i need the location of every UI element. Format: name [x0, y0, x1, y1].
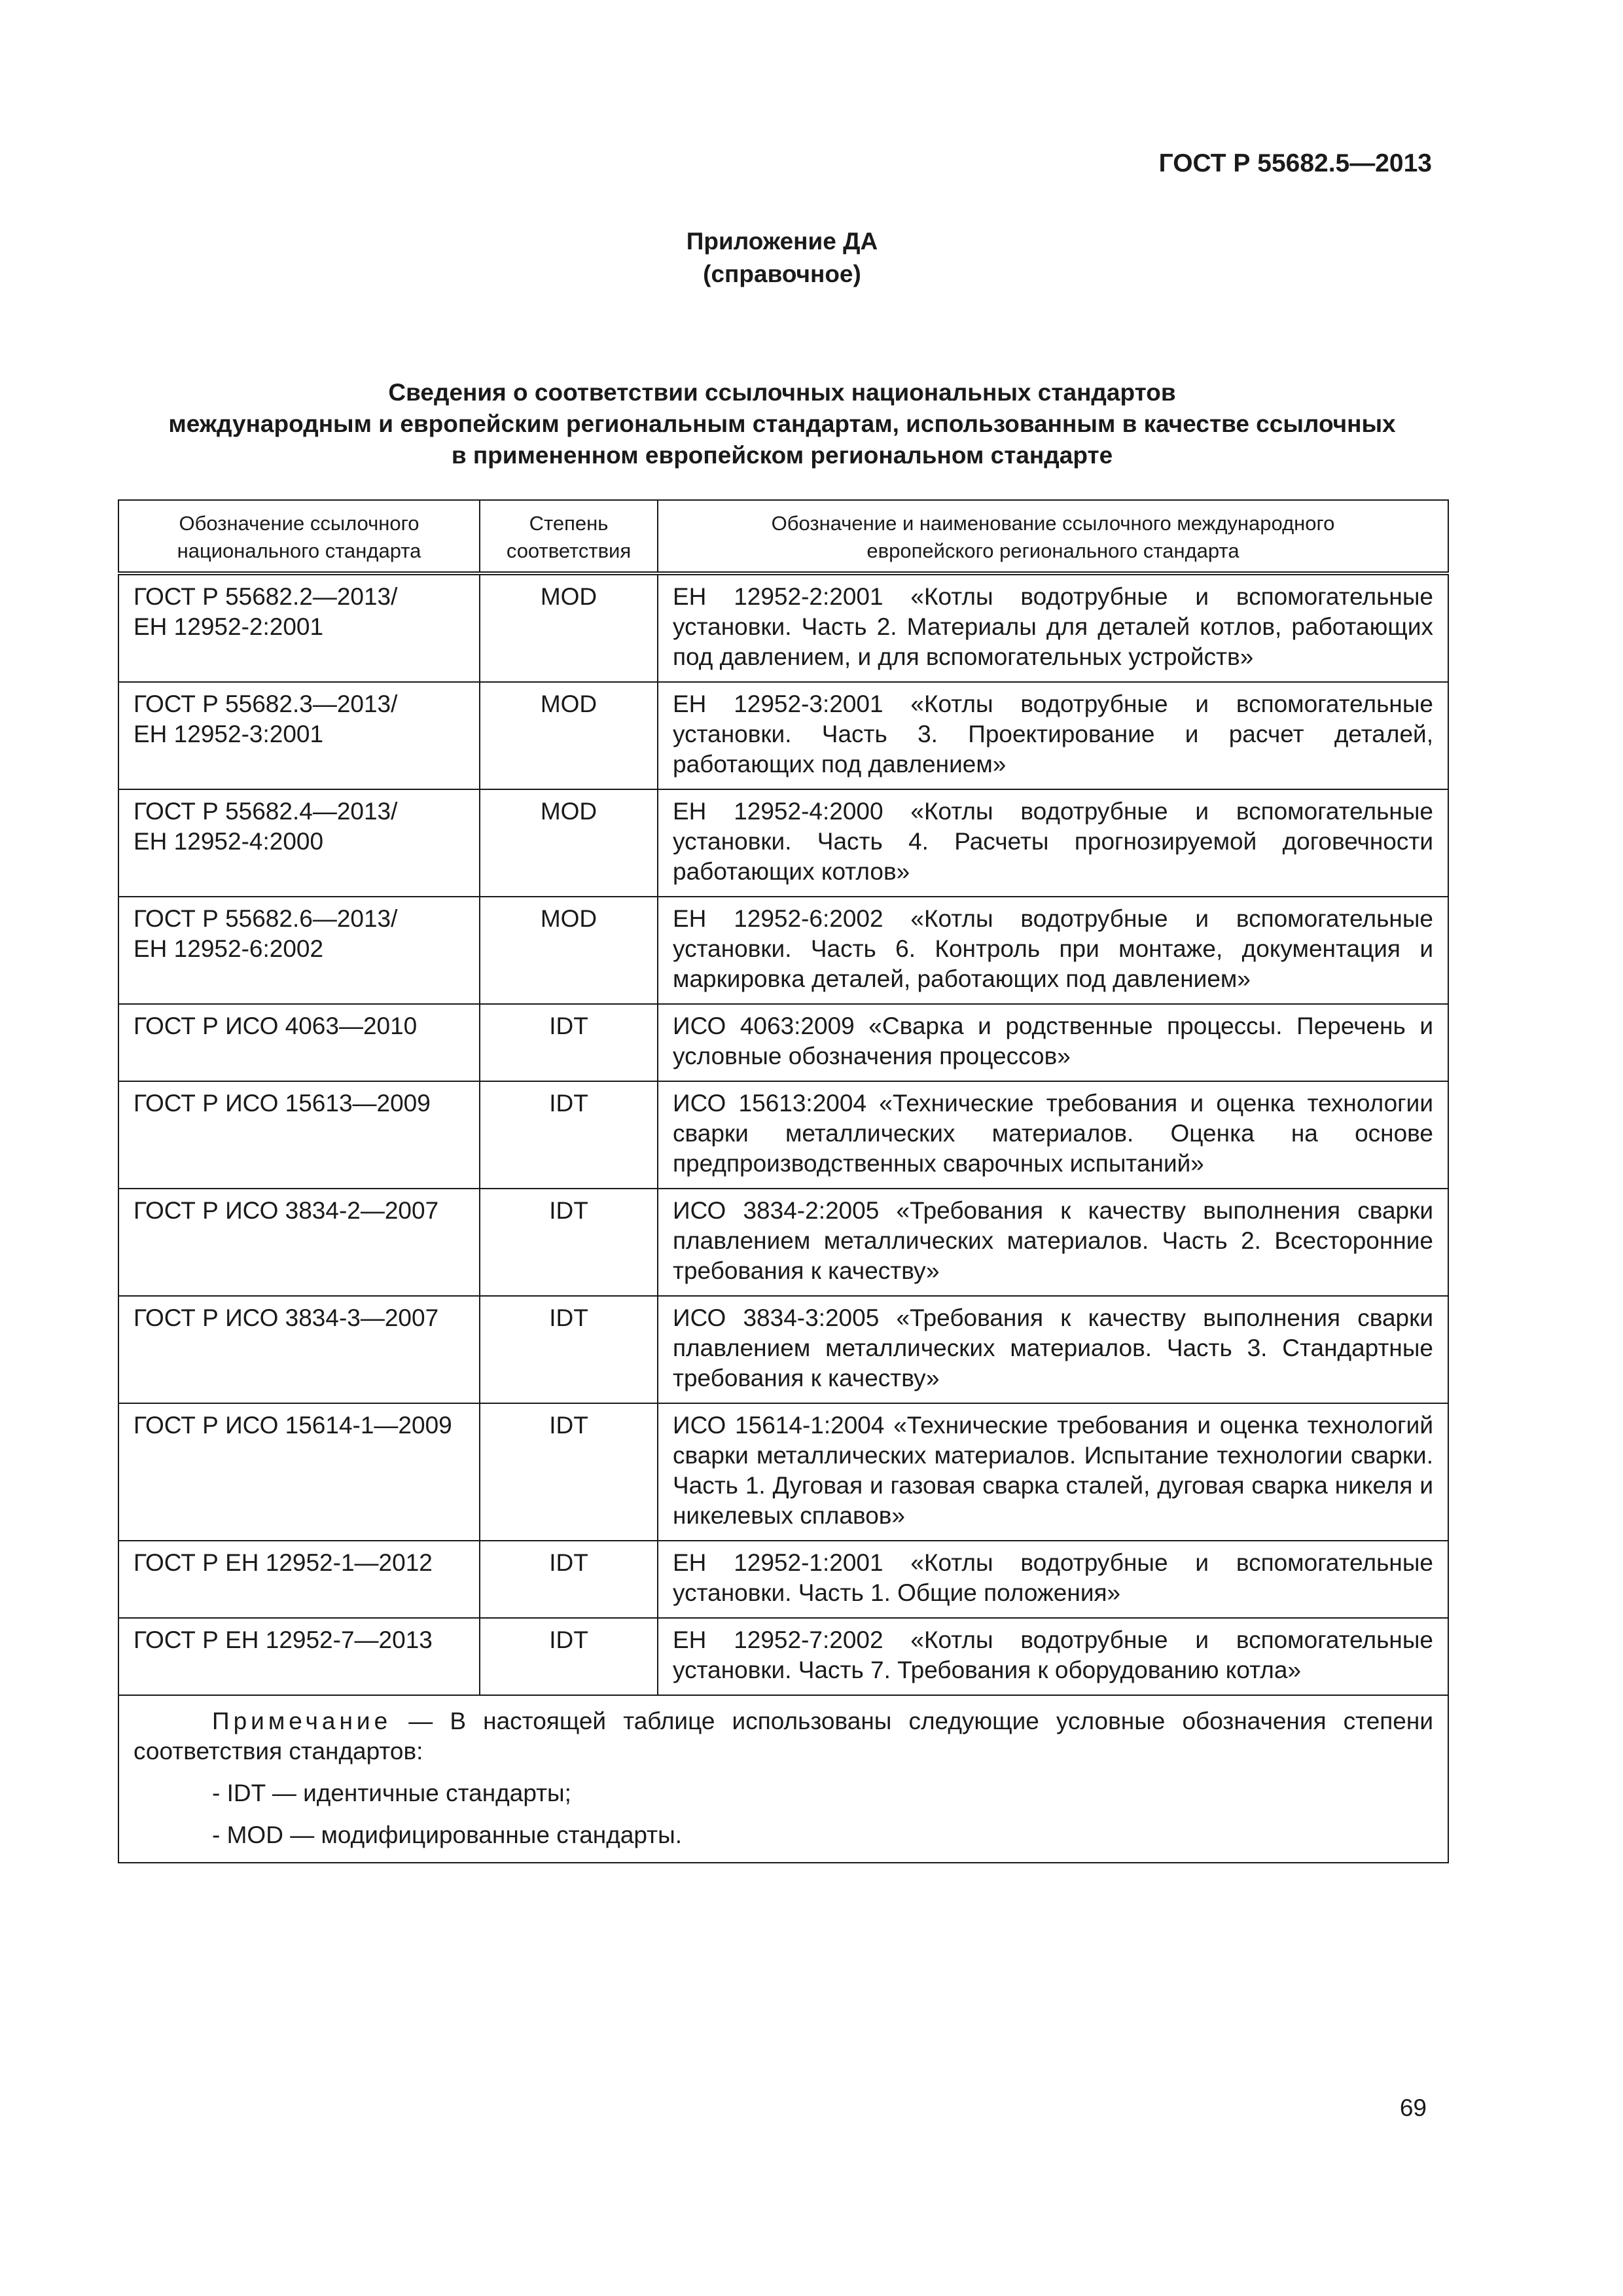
table-row	[118, 1081, 1448, 1189]
table-row	[118, 1618, 1448, 1695]
degree-cell: MOD	[480, 789, 658, 897]
international-standard-cell: ЕН 12952-4:2000 «Котлы водотрубные и вспомогательные установки. Часть 4. Расчеты прогнозируемой договечности работающих котлов»	[658, 789, 1448, 897]
note-text	[134, 1706, 1433, 1767]
international-standard-cell: ЕН 12952-6:2002 «Котлы водотрубные и вспомогательные установки. Часть 6. Контроль при монтаже, документация и маркировка деталей, работающих под давлением»	[658, 897, 1448, 1004]
national-standard-cell: ГОСТ Р ИСО 3834-2—2007	[118, 1189, 480, 1296]
national-standard-cell: ГОСТ Р ИСО 15614-1—2009	[118, 1403, 480, 1541]
international-standard-cell: ЕН 12952-1:2001 «Котлы водотрубные и вспомогательные установки. Часть 1. Общие положения»	[658, 1541, 1448, 1618]
header-international-standard: Обозначение и наименование ссылочного международного европейского регионального стандарта	[658, 500, 1448, 573]
degree-cell: IDT	[480, 1296, 658, 1403]
national-standard-cell: ГОСТ Р ЕН 12952-7—2013	[118, 1618, 480, 1695]
table-note	[118, 1695, 1448, 1863]
degree-cell: IDT	[480, 1403, 658, 1541]
national-standard-cell: ГОСТ Р 55682.4—2013/ ЕН 12952-4:2000	[118, 789, 480, 897]
table-row	[118, 1189, 1448, 1296]
national-standard-cell: ГОСТ Р 55682.6—2013/ ЕН 12952-6:2002	[118, 897, 480, 1004]
page-number: 69	[1399, 2094, 1427, 2121]
note-body: — В настоящей таблице использованы следующие условные обозначения степени соответствия стандартов:	[134, 1708, 1433, 1765]
international-standard-cell: ИСО 4063:2009 «Сварка и родственные процессы. Перечень и условные обозначения процессов»	[658, 1004, 1448, 1081]
caption-line: Сведения о соответствии ссылочных национальных стандартов	[388, 379, 1176, 406]
degree-cell: IDT	[480, 1618, 658, 1695]
standards-table	[118, 499, 1449, 1863]
national-standard-cell: ГОСТ Р ЕН 12952-1—2012	[118, 1541, 480, 1618]
table-header-row	[118, 500, 1448, 573]
note-item: - MOD — модифицированные стандарты.	[212, 1821, 682, 1848]
national-standard-cell: ГОСТ Р ИСО 3834-3—2007	[118, 1296, 480, 1403]
international-standard-cell: ИСО 3834-2:2005 «Требования к качеству выполнения сварки плавлением металлических материалов. Часть 2. Всесторонние требования к качеству»	[658, 1189, 1448, 1296]
document-code: ГОСТ Р 55682.5—2013	[1158, 149, 1432, 177]
table-row	[118, 789, 1448, 897]
header-national-standard: Обозначение ссылочного национального стандарта	[118, 500, 480, 573]
table-caption	[118, 377, 1446, 471]
degree-cell: MOD	[480, 897, 658, 1004]
degree-cell: IDT	[480, 1189, 658, 1296]
table-row	[118, 1296, 1448, 1403]
caption-line: международным и европейским региональным стандартам, использованным в качестве ссылочных	[168, 410, 1396, 437]
international-standard-cell: ИСО 15613:2004 «Технические требования и оценка технологии сварки металлических материалов. Оценка на основе предпроизводственных сварочных испытаний»	[658, 1081, 1448, 1189]
national-standard-cell: ГОСТ Р 55682.3—2013/ ЕН 12952-3:2001	[118, 682, 480, 789]
appendix-subtitle: (справочное)	[703, 260, 861, 287]
national-standard-cell: ГОСТ Р ИСО 15613—2009	[118, 1081, 480, 1189]
degree-cell: IDT	[480, 1081, 658, 1189]
table-row	[118, 1004, 1448, 1081]
degree-cell: MOD	[480, 682, 658, 789]
international-standard-cell: ЕН 12952-7:2002 «Котлы водотрубные и вспомогательные установки. Часть 7. Требования к оборудованию котла»	[658, 1618, 1448, 1695]
caption-line: в примененном европейском региональном стандарте	[451, 442, 1113, 469]
international-standard-cell: ИСО 3834-3:2005 «Требования к качеству выполнения сварки плавлением металлических материалов. Часть 3. Стандартные требования к качеству»	[658, 1296, 1448, 1403]
degree-cell: MOD	[480, 573, 658, 682]
table-row	[118, 1541, 1448, 1618]
table-row	[118, 573, 1448, 682]
table-row	[118, 897, 1448, 1004]
international-standard-cell: ЕН 12952-3:2001 «Котлы водотрубные и вспомогательные установки. Часть 3. Проектирование и расчет деталей, работающих под давлением»	[658, 682, 1448, 789]
national-standard-cell: ГОСТ Р ИСО 4063—2010	[118, 1004, 480, 1081]
national-standard-cell: ГОСТ Р 55682.2—2013/ ЕН 12952-2:2001	[118, 573, 480, 682]
table-row	[118, 1403, 1448, 1541]
appendix-heading	[0, 225, 1564, 291]
header-degree: Степень соответствия	[480, 500, 658, 573]
degree-cell: IDT	[480, 1541, 658, 1618]
degree-cell: IDT	[480, 1004, 658, 1081]
international-standard-cell: ИСО 15614-1:2004 «Технические требования и оценка технологий сварки металлических материалов. Испытание технологии сварки. Часть 1. Дуговая и газовая сварка сталей, дуговая сварка никеля и никелевых сплавов»	[658, 1403, 1448, 1541]
appendix-title: Приложение ДА	[686, 228, 878, 255]
table-row	[118, 682, 1448, 789]
note-item: - IDT — идентичные стандарты;	[212, 1780, 571, 1806]
international-standard-cell: ЕН 12952-2:2001 «Котлы водотрубные и вспомогательные установки. Часть 2. Материалы для деталей котлов, работающих под давлением, и для вспомогательных устройств»	[658, 573, 1448, 682]
table-note-row	[118, 1695, 1448, 1863]
note-label: Примечание	[212, 1708, 392, 1734]
